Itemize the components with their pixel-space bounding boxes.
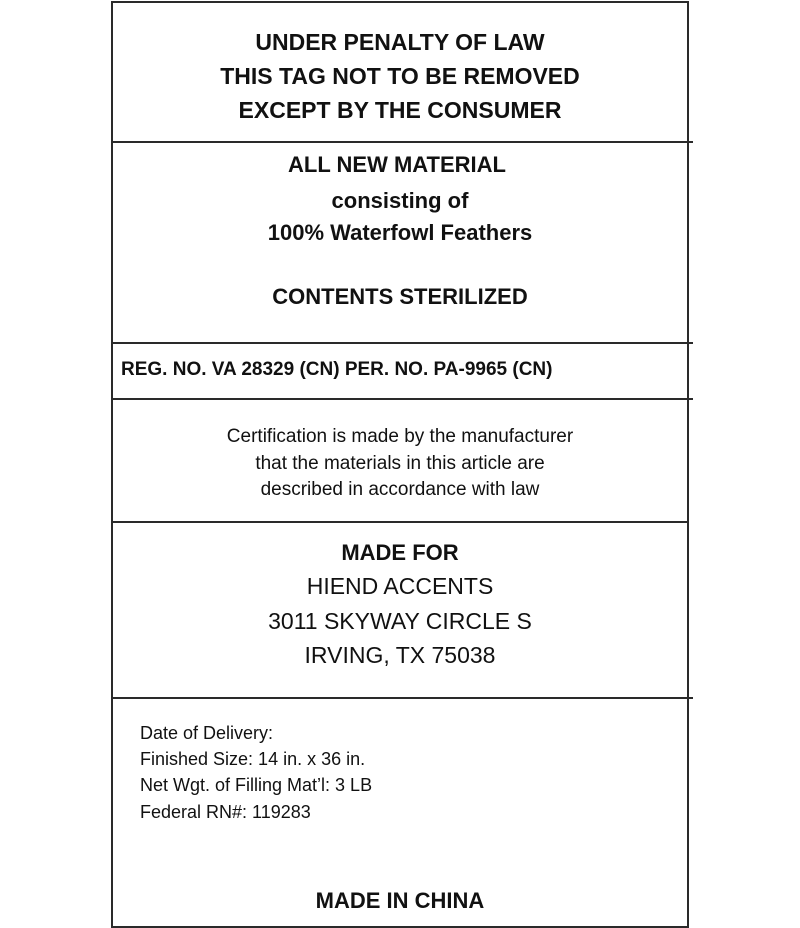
material-heading: ALL NEW MATERIAL (288, 152, 506, 177)
made-for-heading: MADE FOR (341, 540, 459, 565)
certification-line-3: described in accordance with law (260, 479, 540, 500)
certification-line-2: that the materials in this article are (255, 453, 545, 474)
warning-line-2: THIS TAG NOT TO BE REMOVED (220, 63, 580, 89)
warning-line-3: EXCEPT BY THE CONSUMER (238, 97, 562, 123)
street-address: 3011 SKYWAY CIRCLE S (268, 608, 532, 634)
made-for-section (113, 523, 687, 699)
certification-line-1: Certification is made by the manufacturer (226, 426, 574, 447)
warning-line-1: UNDER PENALTY OF LAW (255, 29, 545, 55)
details-section (113, 699, 687, 926)
material-section (113, 143, 687, 344)
law-label-tag (111, 1, 689, 928)
city-state-zip: IRVING, TX 75038 (304, 642, 496, 668)
divider-tick (687, 398, 693, 400)
date-of-delivery: Date of Delivery: (140, 723, 274, 743)
registration-number: REG. NO. VA 28329 (CN) PER. NO. PA-9965 (CN) (121, 359, 553, 380)
divider-tick (687, 141, 693, 143)
registration-section (113, 344, 687, 400)
divider-tick (687, 342, 693, 344)
net-weight: Net Wgt. of Filling Mat’l: 3 LB (140, 775, 373, 795)
material-content: 100% Waterfowl Feathers (267, 220, 533, 245)
company-name: HIEND ACCENTS (306, 573, 494, 599)
divider-tick (687, 697, 693, 699)
federal-rn: Federal RN#: 119283 (140, 802, 311, 822)
certification-section (113, 400, 687, 523)
finished-size: Finished Size: 14 in. x 36 in. (140, 749, 366, 769)
country-of-origin: MADE IN CHINA (315, 888, 485, 913)
warning-section (113, 3, 687, 143)
material-sterilized: CONTENTS STERILIZED (272, 284, 528, 309)
material-consisting: consisting of (331, 188, 469, 213)
